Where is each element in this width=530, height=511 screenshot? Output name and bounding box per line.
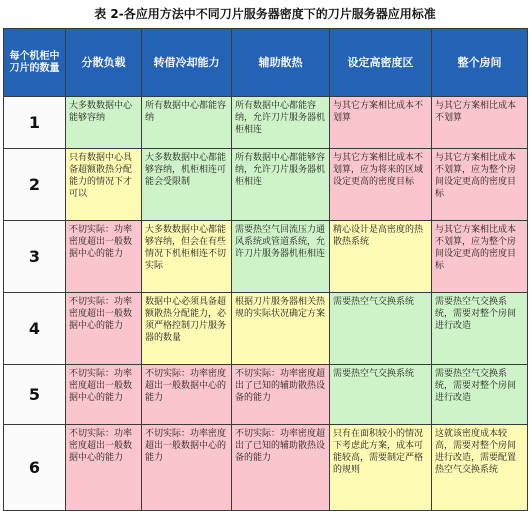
row-number: 2 [4,149,66,221]
table-cell: 根据刀片服务器相关热规的实际状况确定方案 [232,293,330,365]
row-number: 6 [4,425,66,511]
table-cell: 不切实际：功率密度超出一般数据中心的能力 [66,293,142,365]
table-cell: 与其它方案相比成本不划算，应为整个房间设定更高的密度目标 [432,221,528,293]
table-cell: 与其它方案相比成本不划算 [330,97,432,149]
blade-density-table [3,28,528,511]
table-row [4,97,528,149]
table-cell: 不切实际：功率密度超出一般数据中心的能力 [66,365,142,425]
header-whole-room: 整个房间 [432,29,528,97]
table-cell: 需要热空气交换系统 [330,293,432,365]
table-row [4,221,528,293]
table-cell: 大多数数据中心能够容纳 [66,97,142,149]
row-number: 4 [4,293,66,365]
row-number: 3 [4,221,66,293]
header-high-density-zone: 设定高密度区 [330,29,432,97]
table-cell: 不切实际：功率密度超出一般数据中心的能力 [66,221,142,293]
table-cell: 所有数据中心都能容纳 [142,97,232,149]
table-cell: 需要热空气交换系统 [330,365,432,425]
table-cell: 与其它方案相比成本不划算，应为将来的区域设定更高的密度目标 [330,149,432,221]
table-cell: 不切实际：功率密度超出一般数据中心的能力 [142,425,232,511]
table-cell: 所有数据中心都能容纳，允许刀片服务器机柜相连 [232,97,330,149]
row-number: 1 [4,97,66,149]
table-cell: 只有在面积较小的情况下考虑此方案，成本可能较高，需要制定严格的规则 [330,425,432,511]
table-cell: 不切实际：功率密度超出了已知的辅助散热设备的能力 [232,365,330,425]
row-number: 5 [4,365,66,425]
table-cell: 大多数数据中心都能够容纳，但会在有些情况下机柜相连不切实际 [142,221,232,293]
table-row [4,425,528,511]
table-row [4,149,528,221]
table-cell: 这就该密度成本较高，需要对整个房间进行改造，需要配置热空气交换系统 [432,425,528,511]
header-borrow-cooling: 转借冷却能力 [142,29,232,97]
table-row [4,293,528,365]
table-cell: 需要热空气交换系统，需要对整个房间进行改造 [432,293,528,365]
table-cell: 所有数据中心都能够容纳，允许刀片服务器机柜相连 [232,149,330,221]
table-caption: 表 2-各应用方法中不同刀片服务器密度下的刀片服务器应用标准 [94,7,436,21]
table-row [4,365,528,425]
table-cell: 与其它方案相比成本不划算，应为整个房间设定更高的密度目标 [432,149,528,221]
table-body [4,97,528,511]
table-cell: 精心设计是高密度的热散热系统 [330,221,432,293]
table-cell: 大多数数据中心都能够容纳，机柜相连可能会受限制 [142,149,232,221]
table-cell: 不切实际：功率密度超出一般数据中心的能力 [66,425,142,511]
header-supplemental-cooling: 辅助散热 [232,29,330,97]
table-cell: 不切实际：功率密度超出了已知的辅助散热设备的能力 [232,425,330,511]
header-row [4,29,528,97]
header-blade-count: 每个机柜中刀片的数量 [4,29,66,97]
table-cell: 需要热空气交换系统，需要对整个房间进行改造 [432,365,528,425]
table-cell: 与其它方案相比成本不划算 [432,97,528,149]
table-cell: 只有数据中心具备超额散热分配能力的情况下才可以 [66,149,142,221]
table-cell: 需要热空气回流压力通风系统或管道系统，允许刀片服务器机柜相连 [232,221,330,293]
table-cell: 不切实际：功率密度超出一般数据中心的能力 [142,365,232,425]
header-distribute-load: 分散负载 [66,29,142,97]
table-cell: 数据中心必须具备超额散热分配能力，必须严格控制刀片服务器的数量 [142,293,232,365]
